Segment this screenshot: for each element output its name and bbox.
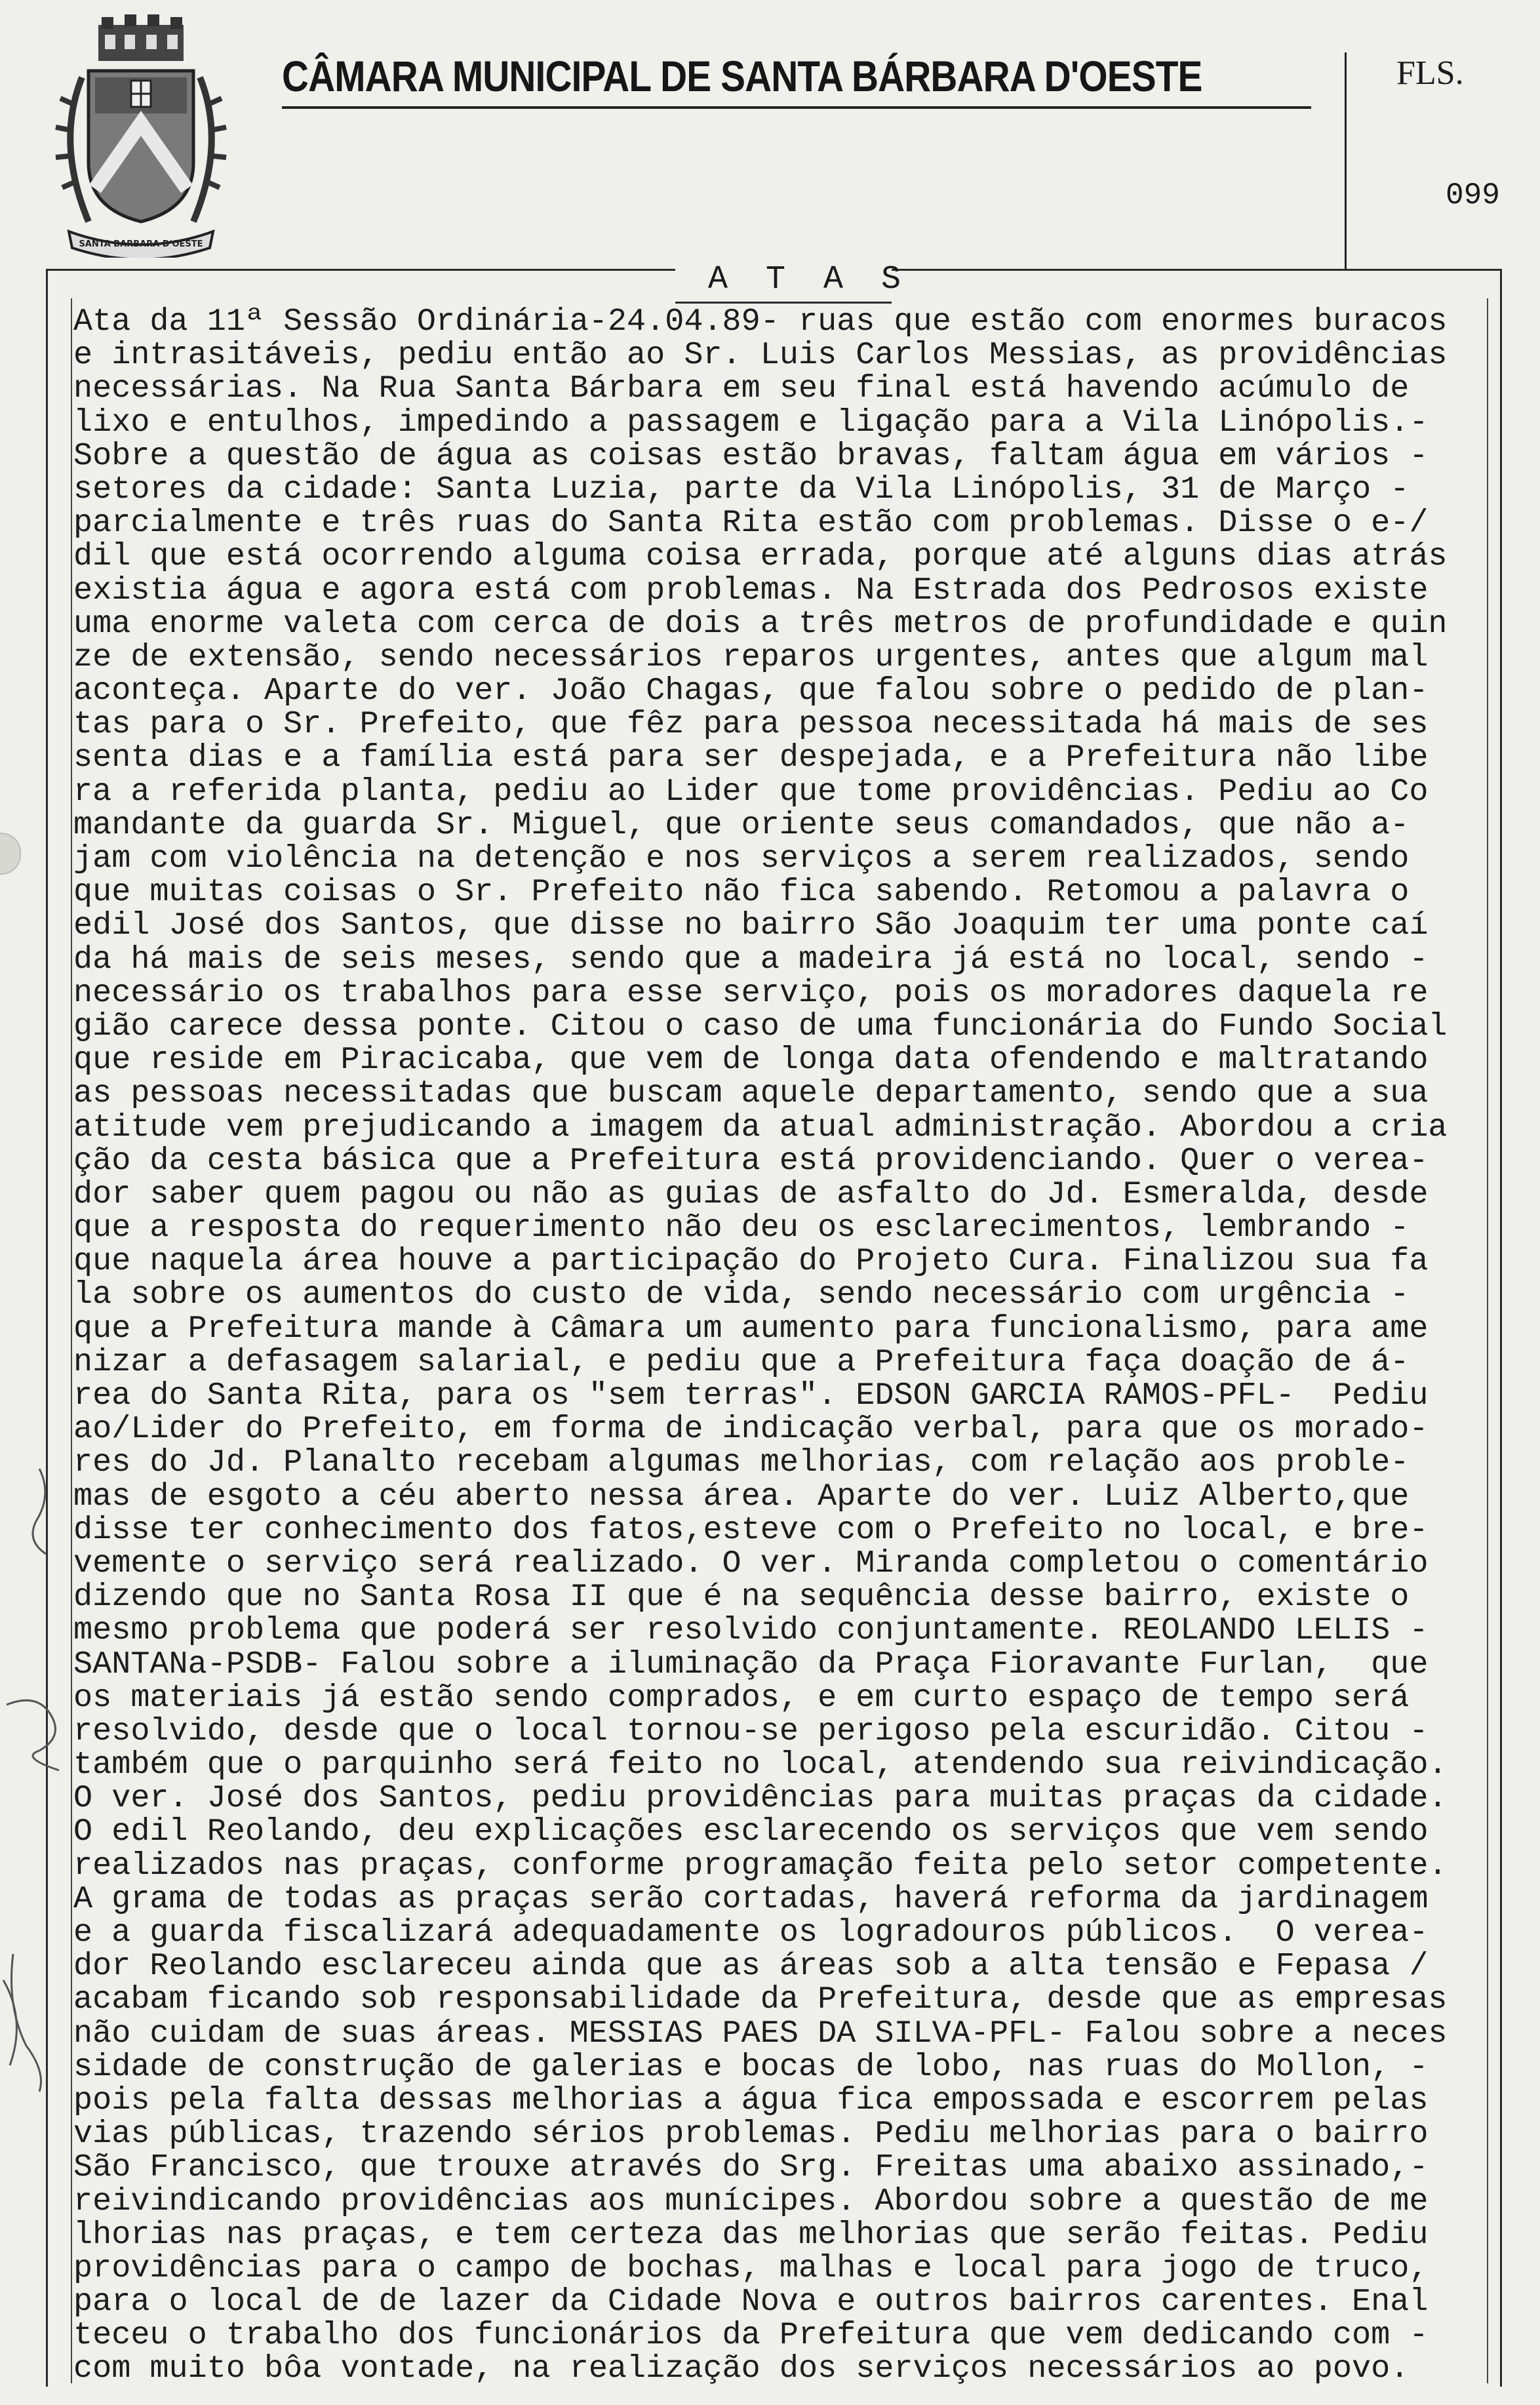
minutes-line: ção da cesta básica que a Prefeitura está providenciando. Quer o verea- bbox=[73, 1142, 1429, 1179]
frame-top-left bbox=[46, 269, 675, 271]
crest-motto: SANTA BARBARA D'OESTE bbox=[79, 239, 203, 249]
minutes-line: parcialmente e três ruas do Santa Rita estão com problemas. Disse o e-/ bbox=[73, 505, 1429, 542]
minutes-line: com muito bôa vontade, na realização dos serviços necessários ao povo. bbox=[73, 2351, 1410, 2387]
minutes-line: A grama de todas as praças serão cortadas, haverá reforma da jardinagem bbox=[73, 1880, 1429, 1917]
page-header-title: CÂMARA MUNICIPAL DE SANTA BÁRBARA D'OESTE bbox=[282, 52, 1202, 100]
minutes-line: não cuidam de suas áreas. MESSIAS PAES DA SILVA-PFL- Falou sobre a neces bbox=[73, 2015, 1448, 2052]
minutes-line: rea do Santa Rita, para os "sem terras". EDSON GARCIA RAMOS-PFL- Pediu bbox=[73, 1378, 1429, 1414]
minutes-line: dil que está ocorrendo alguma coisa errada, porque até alguns dias atrás bbox=[73, 538, 1448, 575]
minutes-line: mas de esgoto a céu aberto nessa área. Aparte do ver. Luiz Alberto,que bbox=[73, 1478, 1410, 1515]
minutes-line: da há mais de seis meses, sendo que a madeira já está no local, sendo - bbox=[73, 941, 1429, 978]
margin-signature-icon bbox=[0, 1442, 72, 2098]
minutes-line: ze de extensão, sendo necessários reparos urgentes, antes que algum mal bbox=[73, 639, 1429, 675]
minutes-line: setores da cidade: Santa Luzia, parte da Vila Linópolis, 31 de Março - bbox=[73, 471, 1410, 507]
minutes-line: lhorias nas praças, e tem certeza das melhorias que serão feitas. Pediu bbox=[73, 2216, 1429, 2253]
minutes-line: O ver. José dos Santos, pediu providências para muitas praças da cidade. bbox=[73, 1780, 1448, 1817]
frame-top-right bbox=[892, 269, 1501, 271]
minutes-line: atitude vem prejudicando a imagem da atual administração. Abordou a cria bbox=[73, 1109, 1448, 1145]
minutes-line: vias públicas, trazendo sérios problemas. Pediu melhorias para o bairro bbox=[73, 2116, 1429, 2153]
minutes-line: tas para o Sr. Prefeito, que fêz para pessoa necessitada há mais de ses bbox=[73, 706, 1429, 743]
minutes-line: mandante da guarda Sr. Miguel, que oriente seus comandados, que não a- bbox=[73, 806, 1410, 843]
minutes-line: jam com violência na detenção e nos serviços a serem realizados, sendo bbox=[73, 841, 1410, 877]
minutes-line: ao/Lider do Prefeito, em forma de indicação verbal, para que os morado- bbox=[73, 1411, 1429, 1448]
minutes-line: disse ter conhecimento dos fatos,esteve com o Prefeito no local, e bre- bbox=[73, 1511, 1429, 1548]
minutes-line: necessário os trabalhos para esse serviço, pois os moradores daquela re bbox=[73, 974, 1429, 1011]
minutes-line: acabam ficando sob responsabilidade da Prefeitura, desde que as empresas bbox=[73, 1981, 1448, 2018]
minutes-line: para o local de de lazer da Cidade Nova e outros bairros carentes. Enal bbox=[73, 2284, 1429, 2320]
fls-divider bbox=[1345, 52, 1347, 269]
minutes-line: lixo e entulhos, impedindo a passagem e ligação para a Vila Linópolis.- bbox=[73, 404, 1429, 441]
municipal-crest-icon bbox=[43, 12, 239, 258]
minutes-line: edil José dos Santos, que disse no bairro São Joaquim ter uma ponte caí bbox=[73, 907, 1429, 944]
minutes-line: necessárias. Na Rua Santa Bárbara em seu final está havendo acúmulo de bbox=[73, 370, 1410, 407]
minutes-line: res do Jd. Planalto recebam algumas melhorias, com relação aos proble- bbox=[73, 1444, 1410, 1481]
minutes-line: as pessoas necessitadas que buscam aquele departamento, sendo que a sua bbox=[73, 1075, 1429, 1112]
minutes-line: reivindicando providências aos munícipes. Abordou sobre a questão de me bbox=[73, 2183, 1429, 2219]
minutes-line: que muitas coisas o Sr. Prefeito não fica sabendo. Retomou a palavra o bbox=[73, 874, 1410, 911]
minutes-line: resolvido, desde que o local tornou-se perigoso pela escuridão. Citou - bbox=[73, 1713, 1429, 1749]
minutes-line: SANTANa-PSDB- Falou sobre a iluminação da Praça Fioravante Furlan, que bbox=[73, 1646, 1429, 1682]
minutes-line: providências para o campo de bochas, malhas e local para jogo de truco, bbox=[73, 2250, 1429, 2286]
minutes-line: teceu o trabalho dos funcionários da Prefeitura que vem dedicando com - bbox=[73, 2317, 1429, 2354]
minutes-line: O edil Reolando, deu explicações esclarecendo os serviços que vem sendo bbox=[73, 1814, 1429, 1850]
minutes-line: pois pela falta dessas melhorias a água fica empossada e escorrem pelas bbox=[73, 2082, 1429, 2118]
minutes-line: existia água e agora está com problemas. Na Estrada dos Pedrosos existe bbox=[73, 572, 1429, 608]
minutes-line: aconteça. Aparte do ver. João Chagas, que falou sobre o pedido de plan- bbox=[73, 673, 1429, 709]
minutes-line: também que o parquinho será feito no local, atendendo sua reivindicação. bbox=[73, 1747, 1448, 1783]
minutes-line: dor saber quem pagou ou não as guias de asfalto do Jd. Esmeralda, desde bbox=[73, 1176, 1429, 1212]
minutes-line: mesmo problema que poderá ser resolvido conjuntamente. REOLANDO LELIS - bbox=[73, 1612, 1429, 1649]
minutes-line: dor Reolando esclareceu ainda que as áreas sob a alta tensão e Fepasa / bbox=[73, 1948, 1429, 1985]
header-underline bbox=[282, 106, 1311, 109]
minutes-line: São Francisco, que trouxe através do Srg. Freitas uma abaixo assinado,- bbox=[73, 2149, 1429, 2186]
section-title: A T A S bbox=[708, 261, 911, 298]
minutes-line: nizar a defasagem salarial, e pediu que a Prefeitura faça doação de á- bbox=[73, 1343, 1410, 1380]
minutes-line: uma enorme valeta com cerca de dois a três metros de profundidade e quin bbox=[73, 605, 1448, 642]
minutes-line: os materiais já estão sendo comprados, e em curto espaço de tempo será bbox=[73, 1679, 1410, 1716]
minutes-line: e intrasitáveis, pediu então ao Sr. Luis Carlos Messias, as providências bbox=[73, 337, 1448, 374]
minutes-line: realizados nas praças, conforme programação feita pelo setor competente. bbox=[73, 1847, 1448, 1884]
minutes-line: vemente o serviço será realizado. O ver. Miranda completou o comentário bbox=[73, 1545, 1429, 1581]
fls-label: FLS. bbox=[1396, 54, 1464, 92]
minutes-line: que naquela área houve a participação do Projeto Cura. Finalizou sua fa bbox=[73, 1243, 1429, 1280]
minutes-line: la sobre os aumentos do custo de vida, sendo necessário com urgência - bbox=[73, 1277, 1410, 1313]
minutes-body bbox=[73, 305, 1516, 2386]
minutes-line: gião carece dessa ponte. Citou o caso de uma funcionária do Fundo Social bbox=[73, 1008, 1448, 1044]
minutes-line: Ata da 11ª Sessão Ordinária-24.04.89- ruas que estão com enormes buracos bbox=[73, 304, 1448, 340]
minutes-line: Sobre a questão de água as coisas estão bravas, faltam água em vários - bbox=[73, 437, 1429, 474]
minutes-line: que a Prefeitura mande à Câmara um aumento para funcionalismo, para ame bbox=[73, 1310, 1429, 1347]
page-number: 099 bbox=[1446, 178, 1500, 212]
minutes-line: dizendo que no Santa Rosa II que é na sequência desse bairro, existe o bbox=[73, 1579, 1410, 1616]
minutes-line: ra a referida planta, pediu ao Lider que tome providências. Pediu ao Co bbox=[73, 773, 1429, 810]
minutes-line: que reside em Piracicaba, que vem de longa data ofendendo e maltratando bbox=[73, 1042, 1429, 1079]
minutes-line: que a resposta do requerimento não deu os esclarecimentos, lembrando - bbox=[73, 1210, 1410, 1246]
minutes-line: e a guarda fiscalizará adequadamente os logradouros públicos. O verea- bbox=[73, 1915, 1429, 1951]
minutes-line: sidade de construção de galerias e bocas de lobo, nas ruas do Mollon, - bbox=[73, 2048, 1429, 2085]
punch-hole bbox=[0, 833, 21, 875]
minutes-line: senta dias e a família está para ser despejada, e a Prefeitura não libe bbox=[73, 740, 1429, 776]
